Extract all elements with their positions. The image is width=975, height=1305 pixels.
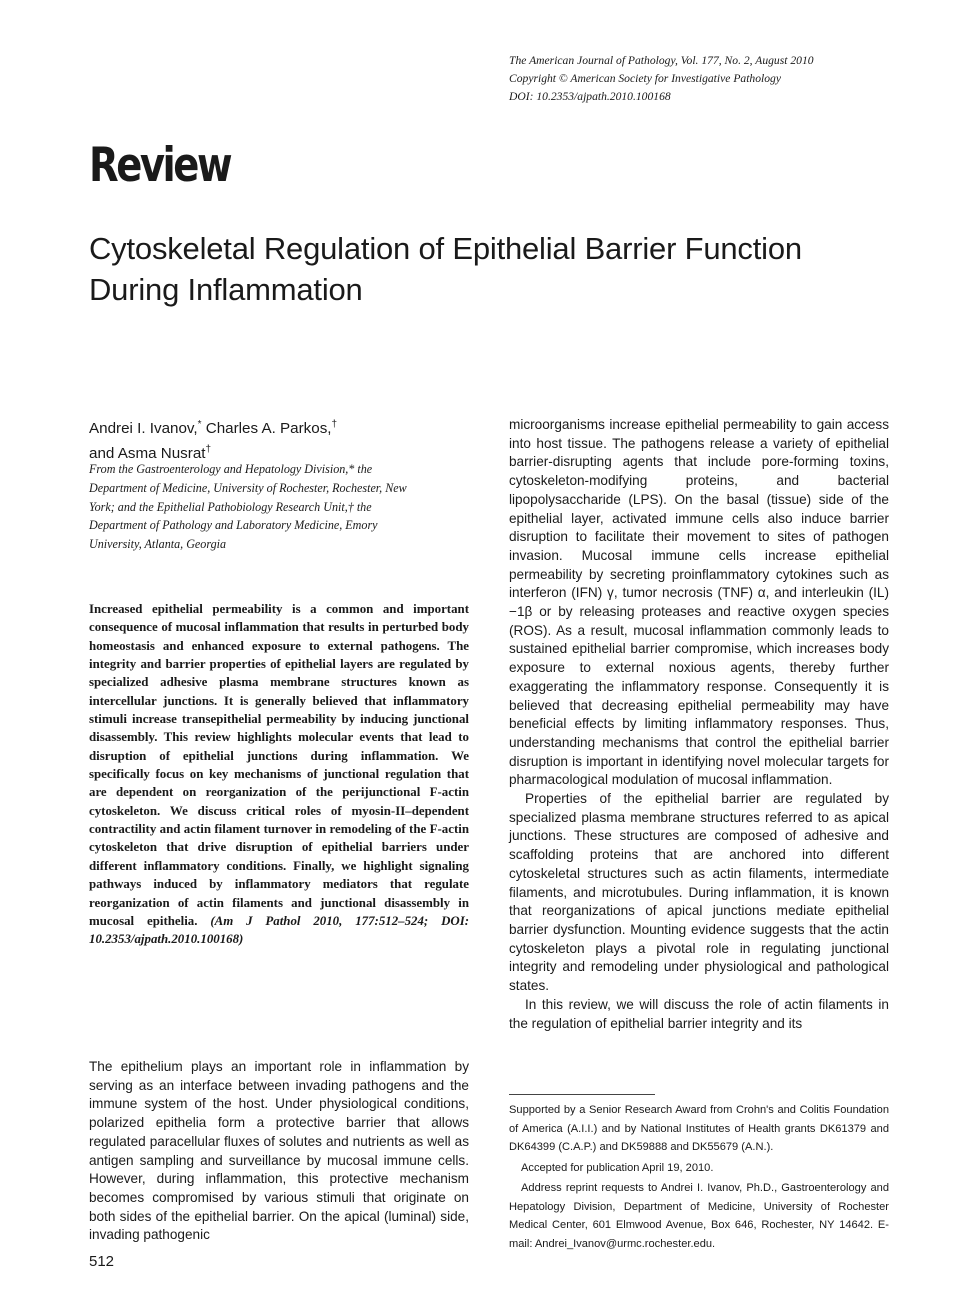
affiliation-line: Department of Pathology and Laboratory Medicine, Emory — [89, 518, 378, 533]
footnotes — [509, 1101, 889, 1255]
abstract-text: Increased epithelial permeability is a common and important consequence of mucosal inflammation that results in perturbed body homeostasis and enhanced exposure to external pathogens. The integrity and barrier properties of epithelial layers are regulated by specialized adhesive plasma membrane structures known as intercellular junctions. It is generally believed that inflammatory stimuli increase transepithelial permeability by inducing junctional disassembly. This review highlights molecular events that lead to disruption of epithelial junctions during inflammation. We specifically focus on key mechanisms of junctional regulation that are dependent on reorganization of the perijunctional F-actin cytoskeleton. We discuss critical roles of myosin-II–dependent contractility and actin filament turnover in remodeling of the F-actin cytoskeleton that drive disruption of epithelial barriers under different inflammatory conditions. Finally, we highlight signaling pathways induced by inflammatory mediators that regulate reorganization of actin filaments and junctional disassembly in mucosal epithelia. — [89, 602, 469, 928]
section-label: Review — [89, 138, 231, 193]
journal-citation: The American Journal of Pathology, Vol. 177, No. 2, August 2010 — [509, 54, 814, 67]
accepted-footnote: Accepted for publication April 19, 2010. — [521, 1161, 714, 1174]
affiliation-line: York; and the Epithelial Pathobiology Research Unit,† the — [89, 499, 372, 514]
affiliation-line: Department of Medicine, University of Rochester, Rochester, New — [89, 480, 407, 495]
author-parkos: Charles A. Parkos, — [201, 420, 332, 438]
author-ivanov: Andrei I. Ivanov, — [89, 420, 198, 438]
footnote-divider — [509, 1094, 655, 1095]
body-column-left — [89, 1058, 469, 1245]
funding-footnote: Supported by a Senior Research Award from Crohn's and Colitis Foundation of America (A.I.I.) and by National Institutes of Health grants DK61379 and DK64399 (C.A.P.) and DK59888 and DK55679 (A.N.). — [509, 1104, 889, 1153]
article-title — [89, 228, 909, 310]
copyright-line: Copyright © American Society for Investigative Pathology — [509, 72, 781, 85]
body-paragraph: Properties of the epithelial barrier are regulated by specialized plasma membrane structures referred to as apical junctions. These structures are composed of adhesive and scaffolding proteins that are anchored into different cytoskeletal structures such as actin filaments, intermediate filaments, and microtubules. During inflammation, it is known that reorganizations of apical junctions mediate epithelial barrier dysfunction. Mounting evidence suggests that the actin cytoskeleton plays a pivotal role in regulating junctional integrity and remodeling under physiological and pathological states. — [509, 791, 889, 994]
abstract-citation: (Am J Pathol 2010, 177:512–524; DOI: 10.2353/ajpath.2010.100168) — [89, 913, 470, 947]
author-list — [89, 414, 479, 464]
body-column-right — [509, 416, 889, 1033]
journal-header — [509, 52, 929, 106]
title-line-1: Cytoskeletal Regulation of Epithelial Barrier Function — [89, 231, 802, 266]
author-nusrat: and Asma Nusrat — [89, 445, 206, 463]
page-number: 512 — [89, 1253, 115, 1270]
affiliation-mark: † — [205, 444, 212, 456]
affiliation-line: From the Gastroenterology and Hepatology Division,* the — [89, 462, 373, 476]
body-paragraph: microorganisms increase epithelial permeability to gain access into host tissue. The pathogens release a variety of epithelial barrier-disrupting agents that include pore-forming toxins, cytoskeleton-modifying proteins, and bacterial lipopolysaccharide (LPS). On the basal (tissue) side of the epithelial layer, activated immune cells also induce barrier disruption to facilitate their movement to sites of pathogen invasion. Mucosal immune cells increase epithelial permeability by secreting proinflammatory cytokines such as interferon (IFN) γ, tumor necrosis (TNF) α, and interleukin (IL)−1β or by releasing proteases and reactive oxygen species (ROS). As a result, mucosal inflammation commonly leads to sustained epithelial barrier compromise, which increases body exposure to external noxious agents, thereby further exaggerating the inflammatory response. Consequently it is believed that decreasing epithelial permeability may have beneficial effects by limiting inflammatory responses. Thus, understanding mechanisms that control the epithelial barrier disruption is important in identifying novel molecular targets for pharmacological modulation of mucosal inflammation. — [509, 417, 889, 788]
reprint-footnote: Address reprint requests to Andrei I. Ivanov, Ph.D., Gastroenterology and Hepatology Division, Department of Medicine, University of Rochester Medical Center, 601 Elmwood Avenue, Box 646, Rochester, NY 14642. E-mail: Andrei_Ivanov@urmc.rochester.edu. — [509, 1182, 889, 1250]
title-line-2: During Inflammation — [89, 272, 363, 307]
doi-line: DOI: 10.2353/ajpath.2010.100168 — [509, 90, 671, 103]
abstract — [89, 600, 469, 949]
body-paragraph: The epithelium plays an important role in inflammation by serving as an interface between invading pathogens and the immune system of the host. Under physiological conditions, polarized epithelia form a protective barrier that allows regulated paracellular fluxes of solutes and nutrients as well as antigen sampling and surveillance by mucosal immune cells. However, during inflammation, this protective mechanism becomes compromised by various stimuli that originate on both sides of the epithelial barrier. On the apical (luminal) side, invading pathogenic — [89, 1059, 469, 1243]
body-paragraph: In this review, we will discuss the role of actin filaments in the regulation of epithelial barrier integrity and its — [509, 996, 889, 1031]
author-line-1 — [89, 414, 479, 439]
affiliation-mark: * — [197, 419, 202, 430]
affiliation-mark: † — [331, 419, 338, 430]
affiliation — [89, 460, 479, 554]
affiliation-line: University, Atlanta, Georgia — [89, 537, 227, 552]
